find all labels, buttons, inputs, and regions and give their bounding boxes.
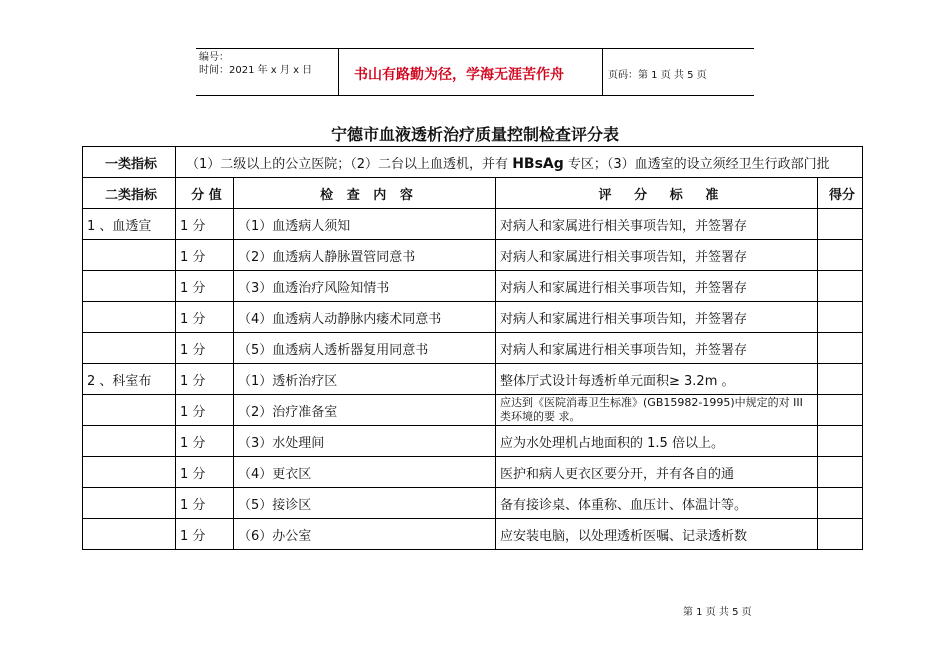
standard-cell: 对病人和家属进行相关事项告知，并签署存 [496, 240, 818, 271]
content-cell: （5）血透病人透析器复用同意书 [234, 333, 496, 364]
table-row [83, 209, 863, 240]
col-got: 得分 [818, 178, 863, 209]
standard-cell: 对病人和家属进行相关事项告知，并签署存 [496, 302, 818, 333]
level1-label: 一类指标 [83, 147, 176, 178]
score-cell: 1 分 [176, 488, 234, 519]
page-title: 宁德市血液透析治疗质量控制检查评分表 [330, 125, 619, 144]
score-table [82, 146, 863, 550]
got-cell[interactable] [818, 457, 863, 488]
content-cell: （1）血透病人须知 [234, 209, 496, 240]
table-row [83, 457, 863, 488]
category-cell: 1 、血透宣 [83, 209, 176, 240]
category-cell [83, 302, 176, 333]
content-cell: （5）接诊区 [234, 488, 496, 519]
col-score: 分 值 [176, 178, 234, 209]
score-cell: 1 分 [176, 271, 234, 302]
table-row [83, 333, 863, 364]
table-row [83, 364, 863, 395]
got-cell[interactable] [818, 209, 863, 240]
col-content: 检 查 内 容 [234, 178, 496, 209]
time-label: 时间：2021 年 x 月 x 日 [199, 65, 313, 76]
table-row [83, 426, 863, 457]
score-cell: 1 分 [176, 395, 234, 426]
got-cell[interactable] [818, 271, 863, 302]
standard-cell: 整体厅式设计每透析单元面积≥ 3.2m 。 [496, 364, 818, 395]
category-cell [83, 271, 176, 302]
header-meta [196, 49, 338, 95]
got-cell[interactable] [818, 240, 863, 271]
level1-requirements: （1）二级以上的公立医院；（2）二台以上血透机，并有 HBsAg 专区；（3）血透室的设立须经卫生行政部门批 [176, 147, 863, 178]
motto-text: 书山有路勤为径，学海无涯苦作舟 [354, 67, 564, 83]
score-cell: 1 分 [176, 426, 234, 457]
score-cell: 1 分 [176, 240, 234, 271]
score-cell: 1 分 [176, 333, 234, 364]
got-cell[interactable] [818, 426, 863, 457]
content-cell: （2）血透病人静脉置管同意书 [234, 240, 496, 271]
table-row [83, 519, 863, 550]
content-cell: （3）血透治疗风险知情书 [234, 271, 496, 302]
standard-cell: 应安装电脑，以处理透析医嘱、记录透析数 [496, 519, 818, 550]
category-cell [83, 519, 176, 550]
col-standard: 评 分 标 准 [496, 178, 818, 209]
got-cell[interactable] [818, 333, 863, 364]
header-row [83, 178, 863, 209]
standard-cell: 对病人和家属进行相关事项告知，并签署存 [496, 271, 818, 302]
content-cell: （1）透析治疗区 [234, 364, 496, 395]
standard-cell: 对病人和家属进行相关事项告知，并签署存 [496, 333, 818, 364]
table-row [83, 302, 863, 333]
level1-row [83, 147, 863, 178]
document-header [196, 48, 754, 96]
category-cell [83, 488, 176, 519]
score-cell: 1 分 [176, 364, 234, 395]
got-cell[interactable] [818, 395, 863, 426]
score-cell: 1 分 [176, 457, 234, 488]
got-cell[interactable] [818, 302, 863, 333]
content-cell: （4）更衣区 [234, 457, 496, 488]
table-row [83, 240, 863, 271]
number-label: 编号： [199, 52, 229, 63]
standard-cell: 应达到《医院消毒卫生标准》(GB15982-1995)中规定的对 III 类环境的要 求。 [496, 395, 818, 426]
got-cell[interactable] [818, 519, 863, 550]
category-cell [83, 240, 176, 271]
category-cell [83, 426, 176, 457]
content-cell: （2）治疗准备室 [234, 395, 496, 426]
content-cell: （6）办公室 [234, 519, 496, 550]
table-row [83, 488, 863, 519]
score-cell: 1 分 [176, 209, 234, 240]
category-cell [83, 395, 176, 426]
category-cell [83, 457, 176, 488]
hbsag-term: HBsAg [512, 155, 564, 172]
standard-cell: 对病人和家属进行相关事项告知，并签署存 [496, 209, 818, 240]
category-cell: 2 、科室布 [83, 364, 176, 395]
standard-cell: 备有接诊桌、体重称、血压计、体温计等。 [496, 488, 818, 519]
page-footer: 第 1 页 共 5 页 [683, 607, 752, 618]
motto-box [338, 49, 603, 95]
standard-cell: 应为水处理机占地面积的 1.5 倍以上。 [496, 426, 818, 457]
category-cell [83, 333, 176, 364]
table-row [83, 271, 863, 302]
got-cell[interactable] [818, 488, 863, 519]
content-cell: （3）水处理间 [234, 426, 496, 457]
table-row [83, 395, 863, 426]
content-cell: （4）血透病人动静脉内瘘术同意书 [234, 302, 496, 333]
got-cell[interactable] [818, 364, 863, 395]
page-code: 页码：第 1 页 共 5 页 [608, 70, 707, 81]
score-cell: 1 分 [176, 519, 234, 550]
col-category: 二类指标 [83, 178, 176, 209]
score-cell: 1 分 [176, 302, 234, 333]
standard-cell: 医护和病人更衣区要分开，并有各自的通 [496, 457, 818, 488]
